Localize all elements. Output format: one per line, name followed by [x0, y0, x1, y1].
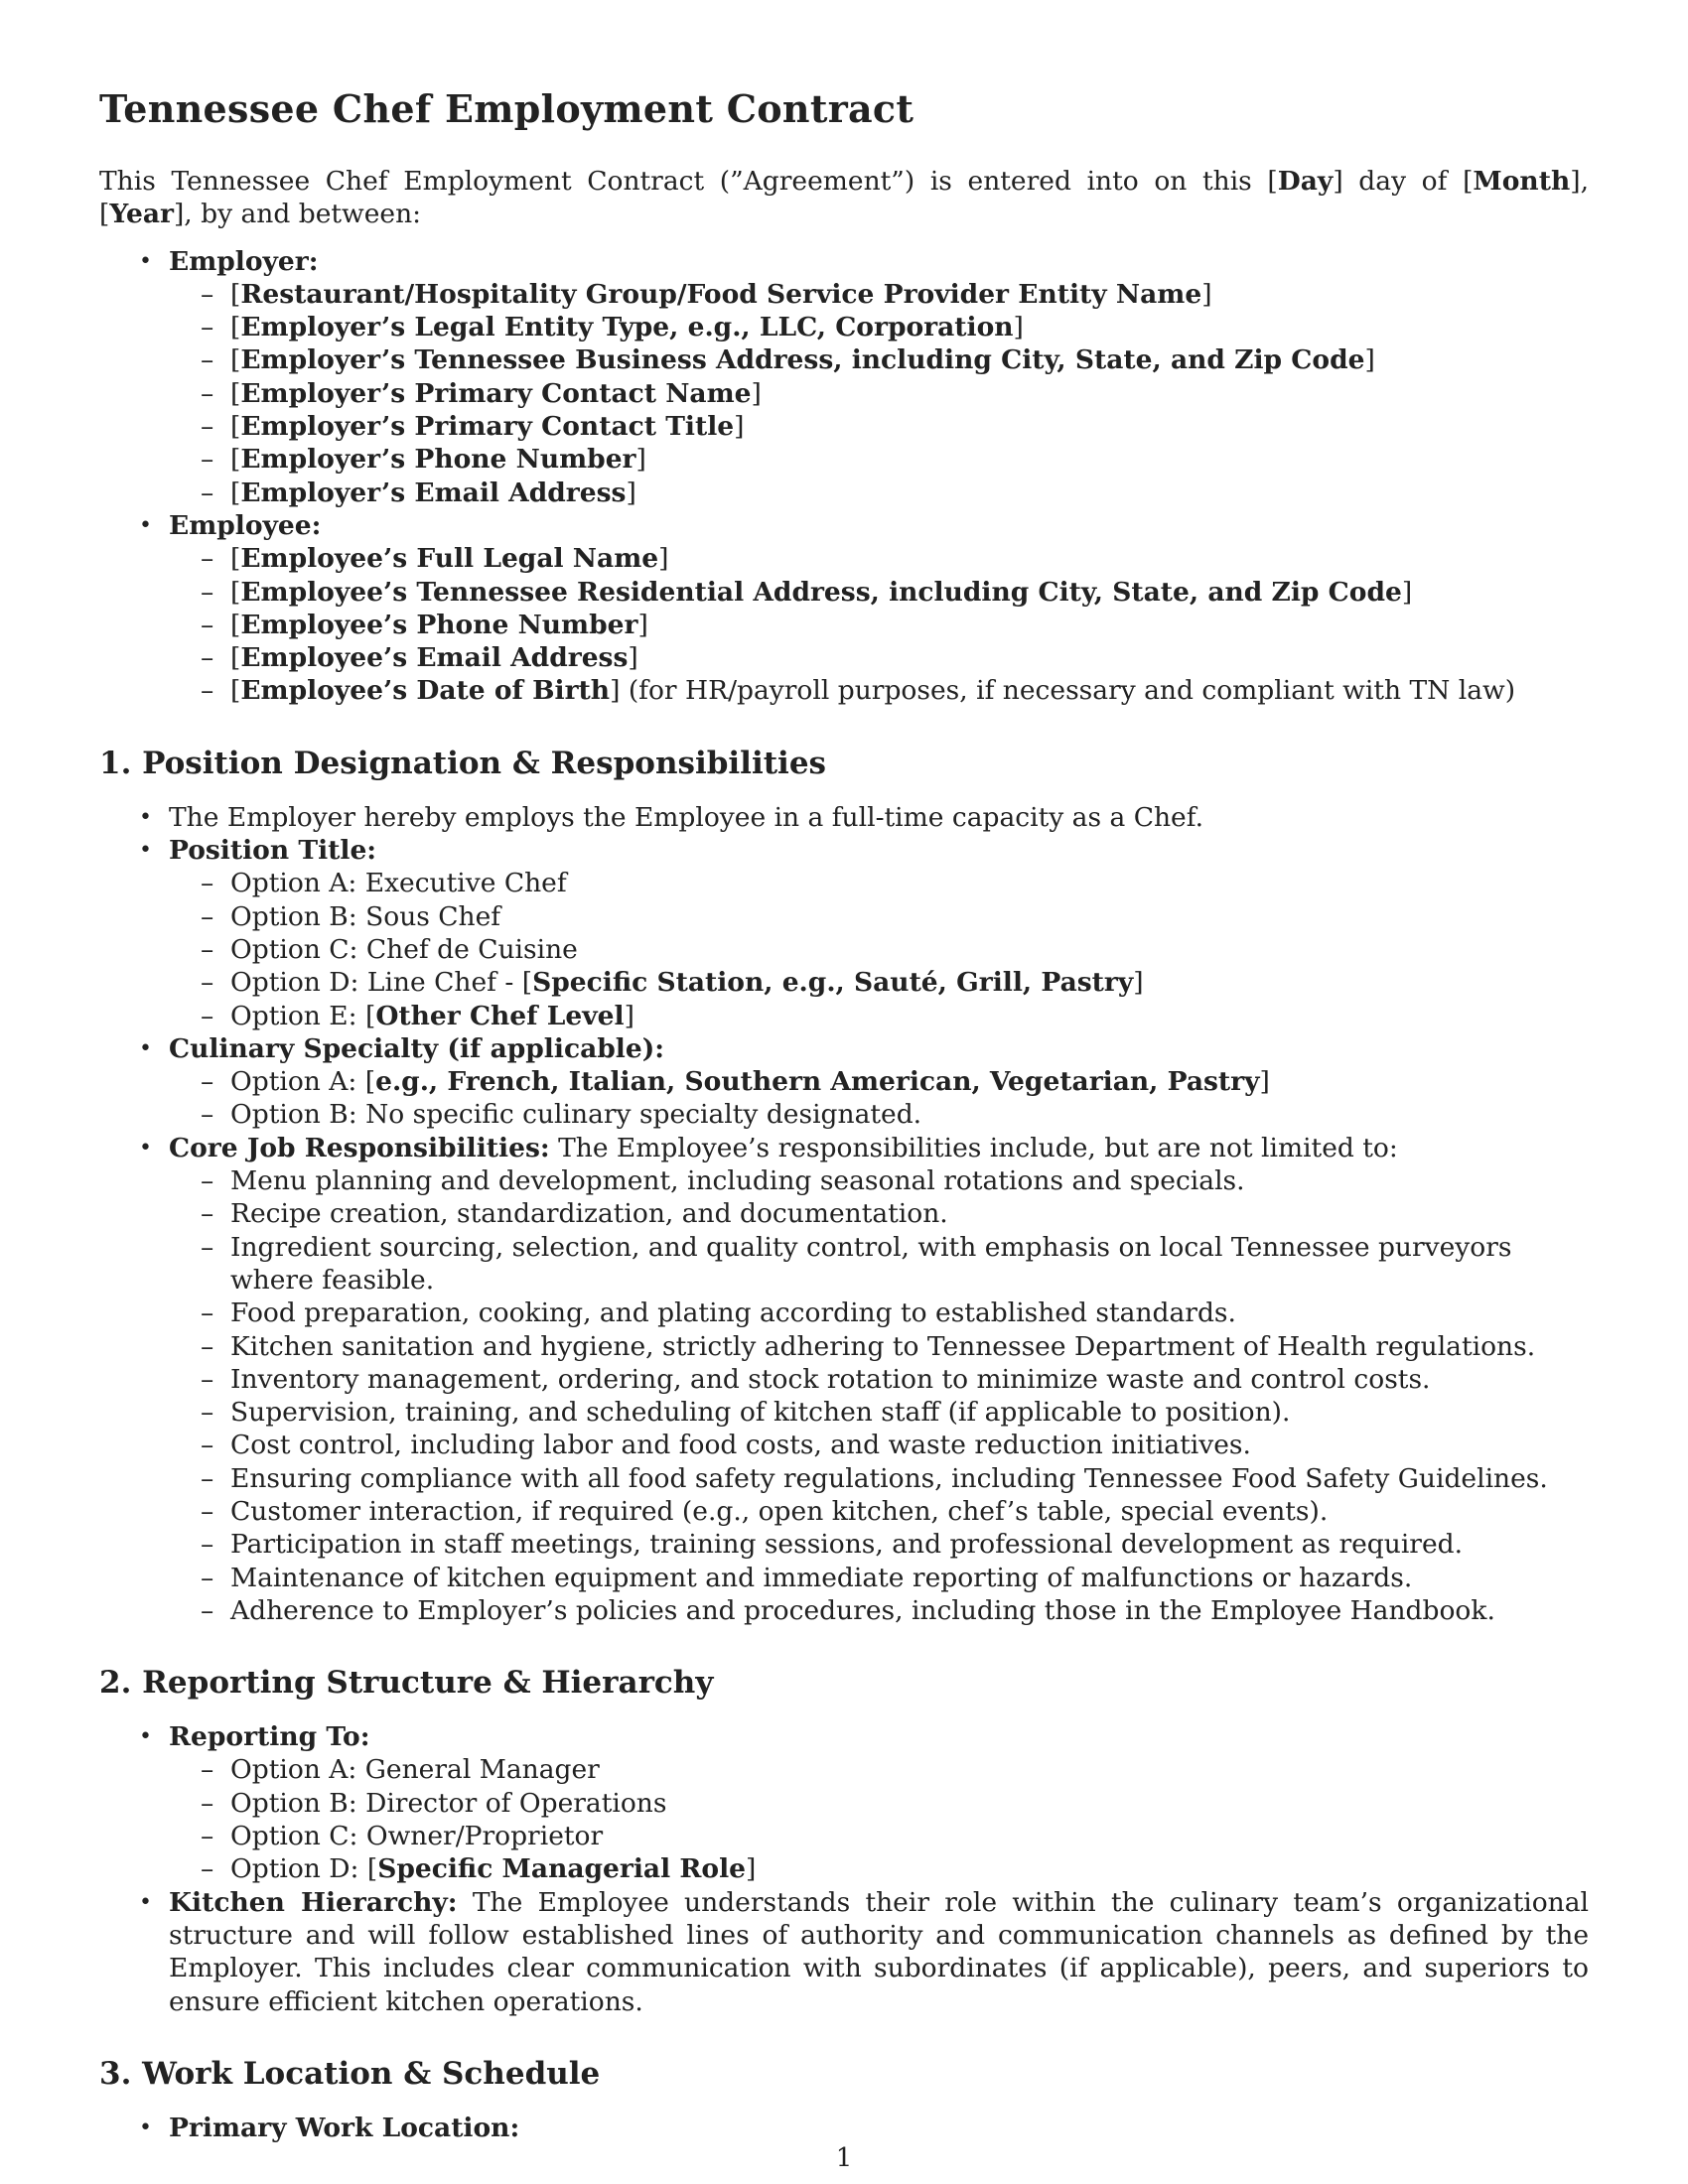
responsibility-item: – Inventory management, ordering, and stock rotation to minimize waste and control costs.: [169, 1363, 1589, 1396]
intro-text: , by and between:: [184, 199, 422, 230]
primary-work-location-label: Primary Work Location:: [169, 2112, 520, 2143]
day-field: Day: [1277, 166, 1334, 197]
employee-field: – [Employee’s Email Address]: [169, 641, 1589, 674]
position-title-item: [99, 834, 1589, 1032]
responsibility-item: – Maintenance of kitchen equipment and immediate reporting of malfunctions or hazards.: [169, 1562, 1589, 1594]
intro-paragraph: [99, 165, 1589, 231]
placeholder-field: Employer’s Phone Number: [240, 444, 636, 476]
reporting-to-item: [99, 1720, 1589, 1885]
section-heading: 3. Work Location & Schedule: [99, 2055, 601, 2092]
culinary-specialty-item: [99, 1032, 1589, 1132]
kitchen-hierarchy-item: [99, 1886, 1589, 2018]
employee-field: – [Employee’s Date of Birth] (for HR/payroll purposes, if necessary and compliant with TN law): [169, 674, 1589, 707]
responsibility-item: – Menu planning and development, including seasonal rotations and specials.: [169, 1164, 1589, 1197]
placeholder-field: Employee’s Tennessee Residential Address, including City, State, and Zip Code: [240, 576, 1402, 608]
section-heading: 1. Position Designation & Responsibilities: [99, 745, 826, 781]
responsibility-item: – Customer interaction, if required (e.g., open kitchen, chef’s table, special events).: [169, 1495, 1589, 1528]
employee-item: [99, 509, 1589, 708]
placeholder-field: Employee’s Phone Number: [240, 609, 638, 640]
placeholder-field: Restaurant/Hospitality Group/Food Service Provider Entity Name: [240, 278, 1202, 310]
responsibility-item: – Food preparation, cooking, and plating according to established standards.: [169, 1297, 1589, 1329]
employer-field: – [Employer’s Primary Contact Name]: [169, 377, 1589, 410]
employer-field: – [Employer’s Phone Number]: [169, 443, 1589, 476]
kitchen-hierarchy-label: Kitchen Hierarchy:: [169, 1886, 458, 1918]
placeholder-field: Employer’s Tennessee Business Address, including City, State, and Zip Code: [240, 344, 1365, 376]
section-1-list: [99, 801, 1589, 1627]
option-item: – Option A: [e.g., French, Italian, Southern American, Vegetarian, Pastry]: [169, 1065, 1589, 1098]
month-placeholder: [Month]: [1463, 166, 1581, 197]
employer-field: – [Employer’s Primary Contact Title]: [169, 410, 1589, 443]
intro-text: This Tennessee Chef Employment Contract (”Agreement”) is entered into on this: [99, 166, 1268, 197]
option-text: Option D:: [230, 1853, 367, 1885]
placeholder-field: Other Chef Level: [375, 1000, 625, 1031]
section-heading: 2. Reporting Structure & Hierarchy: [99, 1665, 714, 1702]
employee-field: – [Employee’s Phone Number]: [169, 609, 1589, 641]
option-text: Option E:: [230, 1000, 365, 1031]
day-placeholder: [Day]: [1267, 166, 1343, 197]
placeholder-field: Employee’s Email Address: [240, 642, 629, 674]
employee-label: Employee:: [169, 509, 322, 541]
employer-field: – [Restaurant/Hospitality Group/Food Service Provider Entity Name]: [169, 278, 1589, 311]
responsibility-item: – Cost control, including labor and food costs, and waste reduction initiatives.: [169, 1429, 1589, 1461]
document-title: Tennessee Chef Employment Contract: [99, 86, 914, 131]
reporting-to-label: Reporting To:: [169, 1721, 370, 1753]
option-item: – Option D: Line Chef - [Specific Station, e.g., Sauté, Grill, Pastry]: [169, 966, 1589, 999]
placeholder-field: Specific Managerial Role: [377, 1853, 747, 1885]
employer-fields: [169, 278, 1589, 509]
section-2-list: [99, 1720, 1589, 2018]
placeholder-field: Employer’s Email Address: [240, 477, 627, 508]
option-item: – Option D: [Specific Managerial Role]: [169, 1852, 1589, 1885]
year-placeholder: [Year]: [99, 199, 185, 230]
list-item: • The Employer hereby employs the Employee in a full-time capacity as a Chef.: [99, 801, 1589, 834]
responsibility-item: – Ingredient sourcing, selection, and quality control, with emphasis on local Tennessee purveyors where feasible.: [169, 1231, 1589, 1297]
option-text: Option A:: [230, 1066, 365, 1098]
employer-field: – [Employer’s Legal Entity Type, e.g., LLC, Corporation]: [169, 311, 1589, 343]
kitchen-hierarchy-text: The Employee understands their role within the culinary team’s organizational structure and will follow established lines of authority and communication channels as defined by the Employer. This includes clear communication with subordinates (if applicable), peers, and superiors to ensure efficient kitchen operations.: [169, 1886, 1589, 2017]
option-text: Option D: Line Chef -: [230, 967, 522, 999]
placeholder-field: Employer’s Primary Contact Title: [240, 411, 735, 443]
option-item: – Option B: Sous Chef: [169, 900, 1589, 933]
placeholder-field: Employee’s Date of Birth: [240, 675, 611, 707]
employer-field: – [Employer’s Email Address]: [169, 477, 1589, 509]
culinary-specialty-label: Culinary Specialty (if applicable):: [169, 1032, 665, 1064]
specialty-options: [169, 1065, 1589, 1132]
responsibility-item: – Adherence to Employer’s policies and procedures, including those in the Employee Handbook.: [169, 1594, 1589, 1627]
option-item: – Option E: [Other Chef Level]: [169, 1000, 1589, 1032]
placeholder-field: Specific Station, e.g., Sauté, Grill, Pastry: [532, 967, 1134, 999]
placeholder-field: Employer’s Legal Entity Type, e.g., LLC, Corporation: [240, 312, 1014, 343]
intro-text: ,: [1580, 166, 1589, 197]
placeholder-field: Employer’s Primary Contact Name: [240, 377, 752, 409]
core-responsibilities-text: The Employee’s responsibilities include, but are not limited to:: [549, 1132, 1398, 1163]
employee-field: – [Employee’s Tennessee Residential Address, including City, State, and Zip Code]: [169, 576, 1589, 609]
page-number: 1: [835, 2143, 853, 2173]
placeholder-field: e.g., French, Italian, Southern American, Vegetarian, Pastry: [375, 1066, 1260, 1098]
option-item: – Option C: Owner/Proprietor: [169, 1820, 1589, 1852]
responsibility-item: – Kitchen sanitation and hygiene, strictly adhering to Tennessee Department of Health regulations.: [169, 1330, 1589, 1363]
responsibility-item: – Participation in staff meetings, training sessions, and professional development as required.: [169, 1528, 1589, 1561]
option-item: – Option B: Director of Operations: [169, 1787, 1589, 1820]
core-responsibilities-label: Core Job Responsibilities:: [169, 1132, 550, 1163]
employer-label: Employer:: [169, 245, 319, 277]
reporting-options: [169, 1753, 1589, 1885]
employer-item: [99, 245, 1589, 509]
position-title-options: [169, 867, 1589, 1031]
month-field: Month: [1473, 166, 1571, 197]
document-content: [99, 87, 1589, 2144]
dob-note: (for HR/payroll purposes, if necessary and compliant with TN law): [620, 675, 1516, 707]
option-item: – Option A: General Manager: [169, 1753, 1589, 1786]
employer-field: – [Employer’s Tennessee Business Address, including City, State, and Zip Code]: [169, 343, 1589, 376]
primary-work-location-item: [99, 2112, 1589, 2144]
position-title-label: Position Title:: [169, 835, 377, 867]
placeholder-field: Employee’s Full Legal Name: [240, 543, 659, 575]
year-field: Year: [109, 199, 174, 230]
section-3-list: [99, 2112, 1589, 2144]
employee-field: – [Employee’s Full Legal Name]: [169, 542, 1589, 575]
responsibilities-list: [169, 1164, 1589, 1627]
option-item: – Option B: No specific culinary specialty designated.: [169, 1098, 1589, 1131]
responsibility-item: – Ensuring compliance with all food safety regulations, including Tennessee Food Safety Guidelines.: [169, 1462, 1589, 1495]
responsibility-item: – Recipe creation, standardization, and documentation.: [169, 1197, 1589, 1230]
parties-list: [99, 245, 1589, 708]
core-responsibilities-item: [99, 1132, 1589, 1627]
option-item: – Option C: Chef de Cuisine: [169, 933, 1589, 966]
option-item: – Option A: Executive Chef: [169, 867, 1589, 899]
intro-text: day of: [1342, 166, 1464, 197]
responsibility-item: – Supervision, training, and scheduling of kitchen staff (if applicable to position).: [169, 1396, 1589, 1429]
employee-fields: [169, 542, 1589, 707]
